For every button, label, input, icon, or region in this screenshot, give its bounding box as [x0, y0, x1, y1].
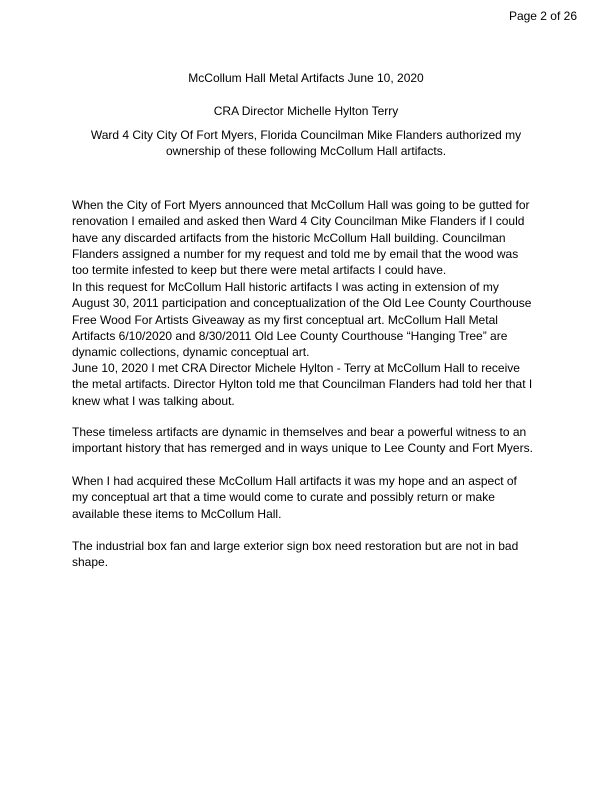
paragraph-line: important history that has remerged and in ways unique to Lee County and Fort Myers.: [72, 441, 533, 456]
page-number: Page 2 of 26: [508, 9, 577, 23]
paragraph-line: dynamic collections, dynamic conceptual art.: [72, 345, 310, 360]
paragraph-line: When I had acquired these McCollum Hall artifacts it was my hope and an aspect of: [72, 474, 517, 488]
paragraph-line: the metal artifacts. Director Hylton told me that Councilman Flanders had told her that I: [72, 377, 533, 392]
intro-line: ownership of these following McCollum Hall artifacts.: [165, 144, 447, 158]
paragraph-line: These timeless artifacts are dynamic in themselves and bear a powerful witness to an: [72, 425, 527, 439]
paragraph-line: August 30, 2011 participation and conceptualization of the Old Lee County Courthouse: [72, 296, 532, 311]
paragraph-line: renovation I emailed and asked then Ward 4 City Councilman Mike Flanders if I could: [72, 214, 525, 229]
document-title: McCollum Hall Metal Artifacts June 10, 2020: [188, 71, 424, 85]
paragraph-line: too termite infested to keep but there were metal artifacts I could have.: [72, 263, 447, 278]
paragraph-line: my conceptual art that a time would come to curate and possibly return or make: [72, 490, 495, 505]
paragraph-line: have any discarded artifacts from the historic McCollum Hall building. Councilman: [72, 230, 506, 245]
paragraph-line: available these items to McCollum Hall.: [72, 506, 282, 521]
paragraph-line: knew what I was talking about.: [72, 393, 235, 408]
intro-line: Ward 4 City City Of Fort Myers, Florida Councilman Mike Flanders authorized my: [90, 128, 522, 142]
paragraph-line: shape.: [72, 555, 109, 570]
document-subtitle: CRA Director Michelle Hylton Terry: [213, 104, 399, 118]
paragraph-line: Free Wood For Artists Giveaway as my first conceptual art. McCollum Hall Metal: [72, 312, 498, 327]
paragraph-line: When the City of Fort Myers announced that McCollum Hall was going to be gutted for: [72, 198, 530, 212]
paragraph-line: Artifacts 6/10/2020 and 8/30/2011 Old Lee County Courthouse “Hanging Tree” are: [72, 328, 508, 343]
paragraph-line: June 10, 2020 I met CRA Director Michele Hylton - Terry at McCollum Hall to receive: [72, 361, 520, 375]
paragraph-line: In this request for McCollum Hall historic artifacts I was acting in extension of my: [72, 280, 499, 294]
paragraph-line: The industrial box fan and large exterior sign box need restoration but are not in bad: [72, 539, 519, 553]
paragraph-line: Flanders assigned a number for my request and told me by email that the wood was: [72, 246, 519, 261]
